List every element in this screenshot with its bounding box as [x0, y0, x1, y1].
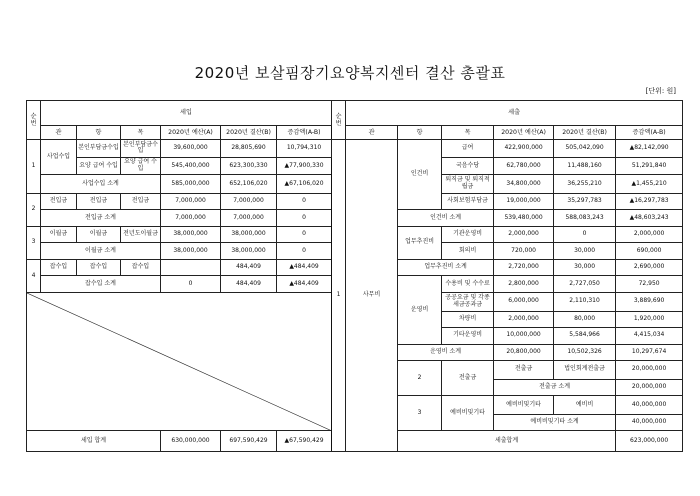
income-hang: 본인부담금수입 [77, 140, 121, 158]
expense-mok: 국음수당 [442, 157, 494, 175]
income-a: 7,000,000 [161, 210, 221, 227]
expense-b: 10,502,326 [554, 344, 616, 361]
income-mok: 잡수입 [121, 259, 161, 276]
expense-a: 6,000,000 [494, 292, 554, 311]
col-diff: 증감액(A-B) [616, 125, 683, 139]
expense-b: 35,297,783 [554, 193, 616, 210]
expense-b: 505,042,090 [554, 140, 616, 158]
expense-c: 2,000,000 [616, 226, 683, 243]
col-budget: 2020년 예산(A) [161, 125, 221, 139]
income-gwan: 잡수입 [41, 259, 77, 276]
col-mok: 목 [121, 125, 161, 139]
expense-mok: 기관운영비 [442, 226, 494, 243]
expense-a: 720,000 [494, 243, 554, 260]
expense-b: 588,083,243 [554, 210, 616, 227]
expense-mok: 법인회계전출금 [554, 361, 616, 380]
income-mok: 본인부담금수입 [121, 140, 161, 158]
income-c: 0 [277, 243, 332, 260]
diagonal-line [27, 293, 332, 431]
income-subtotal-label: 사업수입 소계 [41, 175, 161, 194]
expense-mok: 차량비 [442, 311, 494, 328]
expense-b: 5,584,966 [554, 328, 616, 345]
empty-diagonal-cell [27, 292, 332, 430]
col-settle: 2020년 결산(B) [221, 125, 277, 139]
expense-subtotal-label: 전출금 소계 [494, 379, 616, 396]
income-a: 545,400,000 [161, 157, 221, 175]
expense-mok: 예비비 [554, 396, 616, 415]
expense-a: 20,800,000 [494, 344, 554, 361]
expense-gwan: 사무비 [346, 140, 398, 452]
expense-c: 10,297,674 [616, 344, 683, 361]
expense-a: 20,000,000 [616, 379, 683, 396]
income-subtotal-label: 전입금 소계 [41, 210, 161, 227]
expense-hang: 인건비 [398, 140, 442, 210]
income-gwan: 사업수입 [41, 140, 77, 175]
diagonal-stroke [27, 293, 332, 431]
settlement-table [26, 100, 683, 452]
income-c: 10,794,310 [277, 140, 332, 158]
col-budget: 2020년 예산(A) [494, 125, 554, 139]
income-mok: 전입금 [121, 193, 161, 210]
expense-total-a: 623,000,000 [616, 431, 683, 452]
income-c: 0 [277, 193, 332, 210]
income-c: ▲484,409 [277, 259, 332, 276]
expense-subtotal-label: 운영비 소계 [398, 344, 494, 361]
page-title: 2020년 보살핌장기요양복지센터 결산 총괄표 [194, 64, 506, 82]
col-settle: 2020년 결산(B) [554, 125, 616, 139]
expense-c: 690,000 [616, 243, 683, 260]
income-gwan: 이월금 [41, 226, 77, 243]
income-c: 0 [277, 226, 332, 243]
income-b: 652,106,020 [221, 175, 277, 194]
income-a: 585,000,000 [161, 175, 221, 194]
income-hang: 이월금 [77, 226, 121, 243]
expense-mok: 퇴직금 및 퇴직적립금 [442, 175, 494, 194]
expense-hang: 전출금 [494, 361, 554, 380]
expense-hang: 업무추진비 [398, 226, 442, 259]
expense-c: 1,920,000 [616, 311, 683, 328]
income-b: 38,000,000 [221, 226, 277, 243]
expense-b: 2,110,310 [554, 292, 616, 311]
expense-c: 2,690,000 [616, 259, 683, 276]
expense-a: 2,000,000 [494, 311, 554, 328]
income-hang: 전입금 [77, 193, 121, 210]
expense-mok: 회의비 [442, 243, 494, 260]
expense-c: 72,950 [616, 276, 683, 293]
income-a: 0 [161, 276, 221, 293]
income-c: ▲77,900,330 [277, 157, 332, 175]
expense-a: 40,000,000 [616, 396, 683, 415]
expense-a: 19,000,000 [494, 193, 554, 210]
income-mok: 전년도이월금 [121, 226, 161, 243]
expense-subtotal-label: 예비비및기타 소계 [494, 414, 616, 431]
expense-a: 20,000,000 [616, 361, 683, 380]
income-b: 38,000,000 [221, 243, 277, 260]
expense-header: 세출 [346, 101, 683, 126]
expense-a: 422,900,000 [494, 140, 554, 158]
income-subtotal-label: 잡수입 소계 [41, 276, 161, 293]
income-hang: 잡수입 [77, 259, 121, 276]
expense-a: 40,000,000 [616, 414, 683, 431]
expense-mok: 수용비 및 수수료 [442, 276, 494, 293]
income-b: 28,805,690 [221, 140, 277, 158]
expense-b: 36,255,210 [554, 175, 616, 194]
expense-gwan: 예비비및기타 [442, 396, 494, 431]
expense-a: 2,720,000 [494, 259, 554, 276]
expense-b: 11,488,160 [554, 157, 616, 175]
expense-a: 2,800,000 [494, 276, 554, 293]
expense-c: ▲82,142,090 [616, 140, 683, 158]
col-gwan: 관 [346, 125, 398, 139]
income-num: 1 [27, 140, 41, 194]
income-b: 623,300,330 [221, 157, 277, 175]
income-subtotal-label: 이월금 소계 [41, 243, 161, 260]
income-total-a: 630,000,000 [161, 431, 221, 452]
income-c: ▲67,106,020 [277, 175, 332, 194]
expense-gwan: 전출금 [442, 361, 494, 396]
expense-mok: 사회보험부담금 [442, 193, 494, 210]
expense-c: 51,291,840 [616, 157, 683, 175]
expense-b: 30,000 [554, 243, 616, 260]
expense-c: 3,889,690 [616, 292, 683, 311]
unit-label: [단위: 원] [645, 87, 676, 95]
income-mok: 요양 급여 수입 [121, 157, 161, 175]
income-a: 38,000,000 [161, 226, 221, 243]
expense-c: ▲1,455,210 [616, 175, 683, 194]
expense-b: 30,000 [554, 259, 616, 276]
expense-num: 3 [398, 396, 442, 431]
expense-a: 10,000,000 [494, 328, 554, 345]
income-header: 세입 [41, 101, 332, 126]
expense-c: 4,415,034 [616, 328, 683, 345]
col-seq-expense: 순번 [332, 101, 346, 140]
expense-b: 80,000 [554, 311, 616, 328]
income-total-c: ▲67,590,429 [277, 431, 332, 452]
expense-b: 2,727,050 [554, 276, 616, 293]
expense-c: ▲48,603,243 [616, 210, 683, 227]
expense-num: 2 [398, 361, 442, 396]
expense-b: 0 [554, 226, 616, 243]
income-total-label: 세입 합계 [27, 431, 161, 452]
income-a [161, 259, 221, 276]
settlement-table-wrap [26, 100, 682, 452]
col-hang: 항 [77, 125, 121, 139]
expense-a: 2,000,000 [494, 226, 554, 243]
income-c: ▲484,409 [277, 276, 332, 293]
col-gwan: 관 [41, 125, 77, 139]
expense-hang: 예비비및기타 [494, 396, 554, 415]
col-mok: 목 [442, 125, 494, 139]
income-a: 38,000,000 [161, 243, 221, 260]
expense-a: 539,480,000 [494, 210, 554, 227]
expense-subtotal-label: 업무추진비 소계 [398, 259, 494, 276]
income-num: 4 [27, 259, 41, 292]
expense-mok: 공공요금 및 각종 세금공과금 [442, 292, 494, 311]
income-a: 39,600,000 [161, 140, 221, 158]
expense-hang: 운영비 [398, 276, 442, 344]
expense-num: 1 [332, 140, 346, 452]
expense-total-label: 세출합계 [398, 431, 616, 452]
expense-subtotal-label: 인건비 소계 [398, 210, 494, 227]
income-hang: 요양 급여 수입 [77, 157, 121, 175]
income-num: 2 [27, 193, 41, 226]
expense-a: 62,780,000 [494, 157, 554, 175]
income-total-b: 697,590,429 [221, 431, 277, 452]
income-b: 484,409 [221, 276, 277, 293]
col-hang: 항 [398, 125, 442, 139]
income-a: 7,000,000 [161, 193, 221, 210]
col-seq-income: 순번 [27, 101, 41, 140]
expense-mok: 급여 [442, 140, 494, 158]
col-diff: 증감액(A-B) [277, 125, 332, 139]
expense-c: ▲16,297,783 [616, 193, 683, 210]
expense-mok: 기타운영비 [442, 328, 494, 345]
expense-a: 34,800,000 [494, 175, 554, 194]
income-b: 7,000,000 [221, 210, 277, 227]
income-c: 0 [277, 210, 332, 227]
income-num: 3 [27, 226, 41, 259]
income-gwan: 전입금 [41, 193, 77, 210]
income-b: 7,000,000 [221, 193, 277, 210]
income-b: 484,409 [221, 259, 277, 276]
